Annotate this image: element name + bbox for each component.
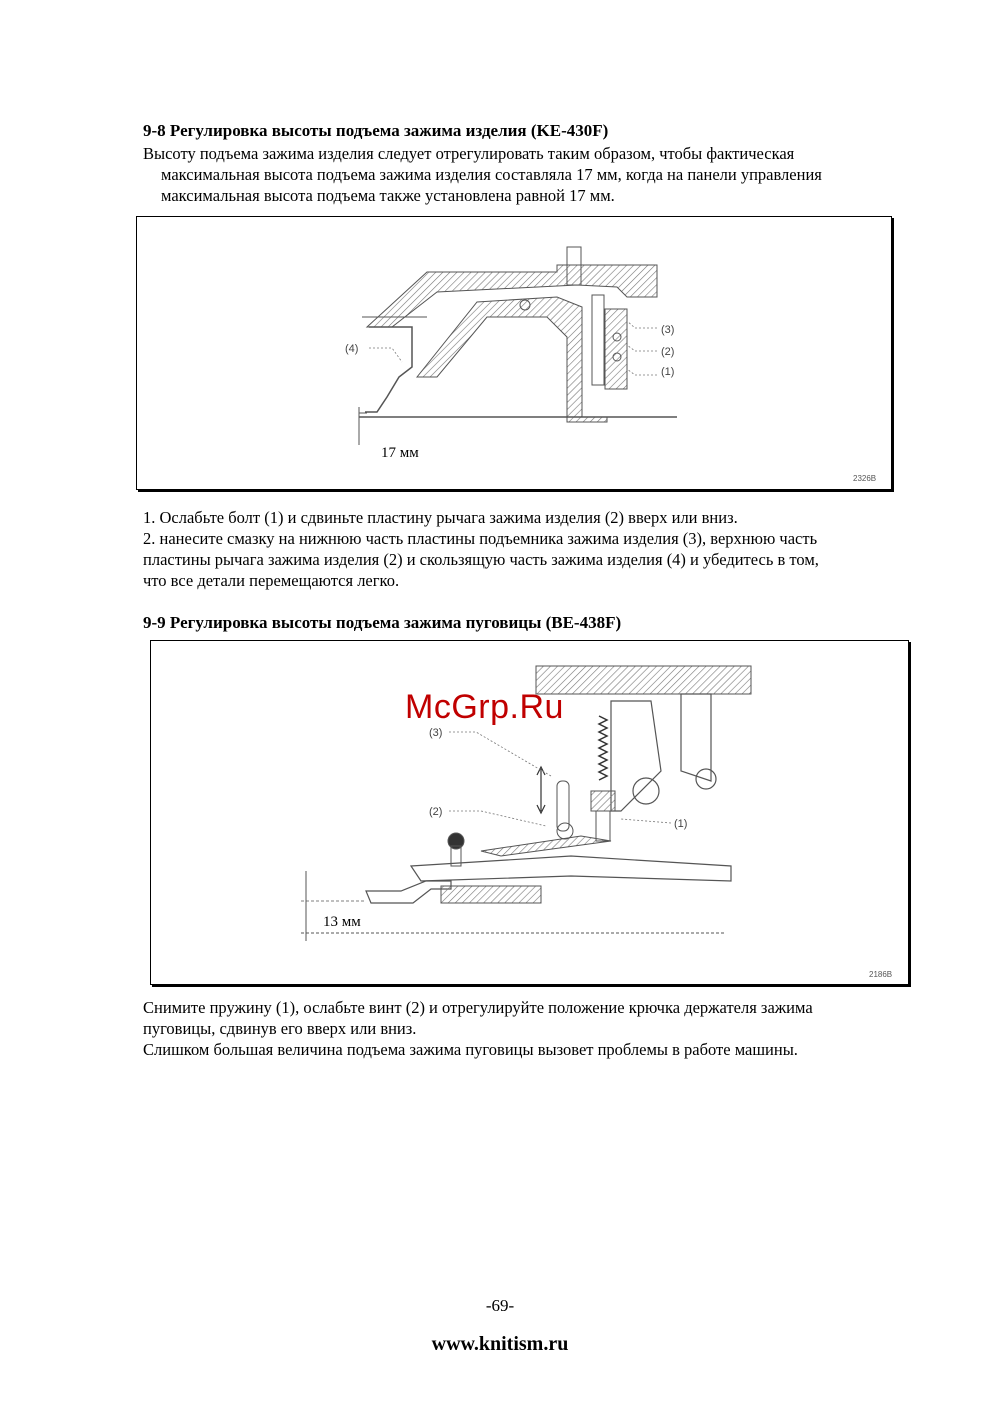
footer-url[interactable]: www.knitism.ru xyxy=(431,1333,569,1355)
section-9-9-text xyxy=(143,997,933,1060)
page-number: -69- xyxy=(485,1296,515,1315)
section-9-8-intro xyxy=(143,143,923,206)
section-9-8-steps xyxy=(143,507,923,591)
intro-line-3: максимальная высота подъема также установлена равной 17 мм. xyxy=(161,186,615,205)
figure-ke430f-callout-4: (4) xyxy=(345,343,359,355)
step-line-3: пластины рычага зажима изделия (2) и скользящую часть зажима изделия (4) и убедитесь в том, xyxy=(143,550,819,569)
figure-be438f-callout-1: (1) xyxy=(674,818,688,830)
figure-be438f-callout-2: (2) xyxy=(429,806,443,818)
figure-ke430f-callout-2: (2) xyxy=(661,346,675,358)
figure-ke430f xyxy=(136,216,892,490)
step-line-2: 2. нанесите смазку на нижнюю часть пластины подъемника зажима изделия (3), верхнюю часть xyxy=(143,529,818,548)
figure-ke430f-dimension: 17 мм xyxy=(381,445,419,461)
figure-ke430f-callout-3: (3) xyxy=(661,324,675,336)
text-line-2: пуговицы, сдвинув его вверх или вниз. xyxy=(143,1019,417,1038)
text-line-3: Слишком большая величина подъема зажима пуговицы вызовет проблемы в работе машины. xyxy=(143,1040,798,1059)
step-line-1: 1. Ослабьте болт (1) и сдвиньте пластину рычага зажима изделия (2) вверх или вниз. xyxy=(143,508,738,527)
section-9-9-heading: 9-9 Регулировка высоты подъема зажима пуговицы (BE-438F) xyxy=(143,613,622,632)
figure-be438f-dimension: 13 мм xyxy=(323,914,361,930)
text-line-1: Снимите пружину (1), ослабьте винт (2) и отрегулируйте положение крючка держателя зажима xyxy=(143,998,813,1017)
intro-line-2: максимальная высота подъема зажима изделия составляла 17 мм, когда на панели управления xyxy=(161,165,822,184)
step-line-4: что все детали перемещаются легко. xyxy=(143,571,400,590)
figure-be438f-code: 2186B xyxy=(869,970,893,979)
figure-be438f-callout-3: (3) xyxy=(429,727,443,739)
intro-line-1: Высоту подъема зажима изделия следует отрегулировать таким образом, чтобы фактическая xyxy=(143,144,795,163)
figure-ke430f-callout-1: (1) xyxy=(661,366,675,378)
section-9-8-heading: 9-8 Регулировка высоты подъема зажима изделия (KE-430F) xyxy=(143,121,609,140)
watermark: McGrp.Ru xyxy=(405,688,564,726)
figure-ke430f-code: 2326B xyxy=(853,474,877,483)
figure-ke430f-drawing xyxy=(137,217,891,489)
